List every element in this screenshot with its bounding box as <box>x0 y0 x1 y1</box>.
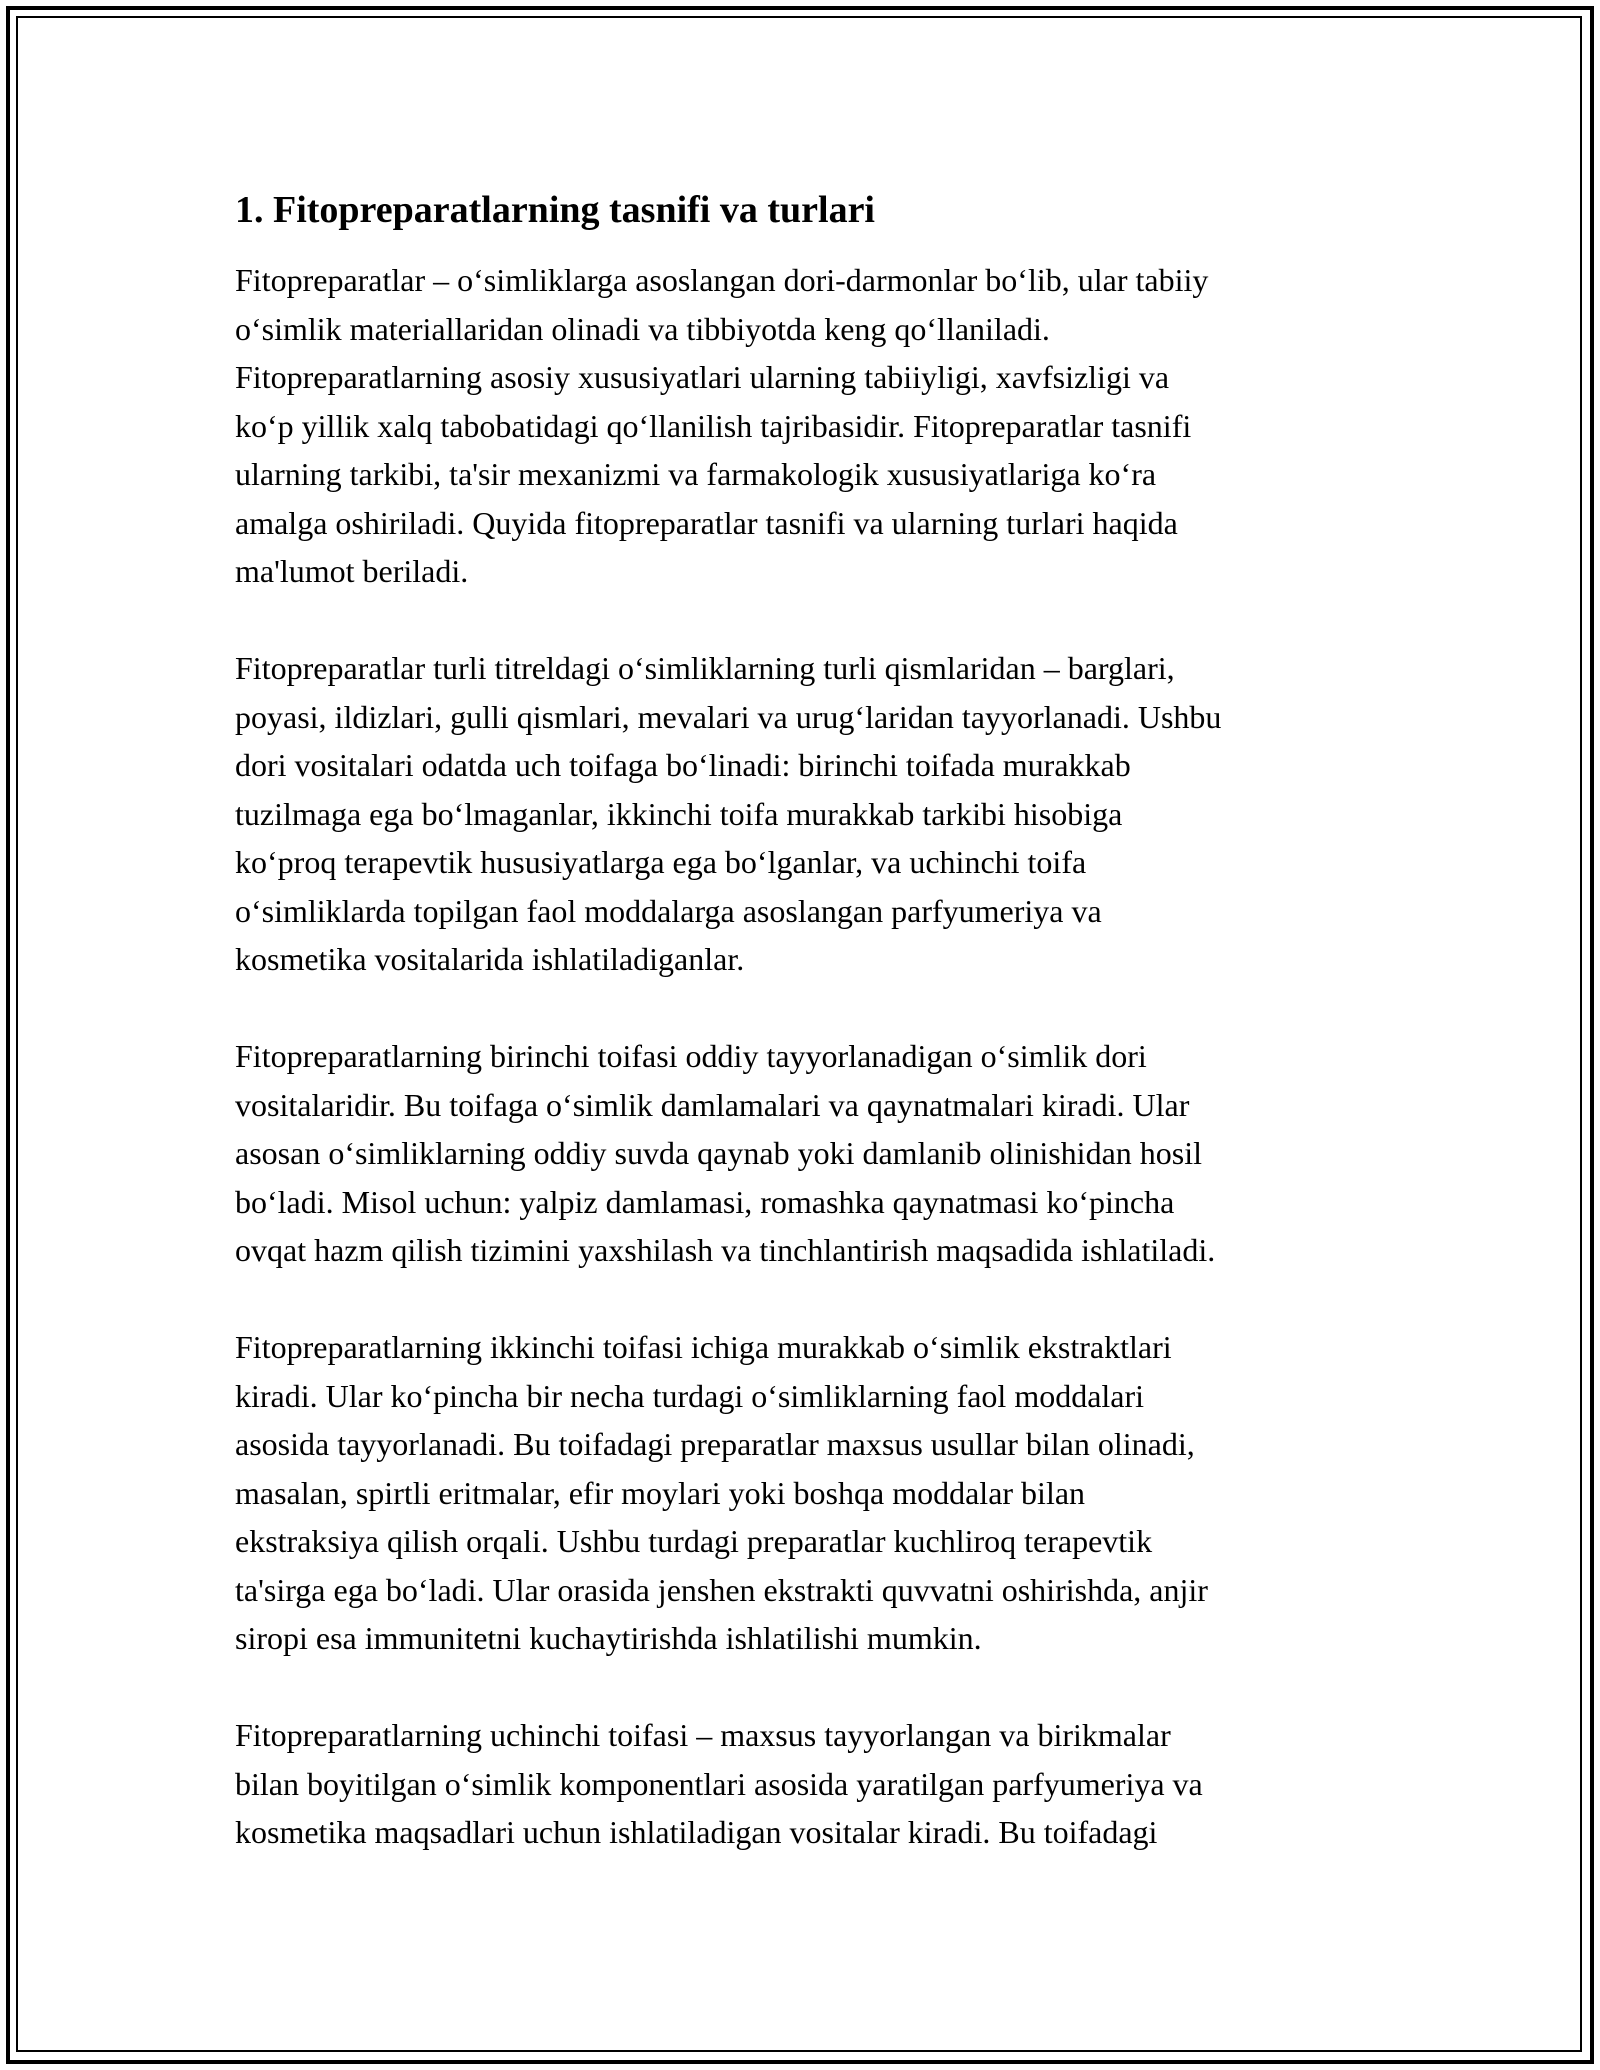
text-line: Fitopreparatlar turli titreldagi o‘simliklarning turli qismlaridan – barglari, <box>235 650 1175 686</box>
text-line: ta'sirga ega bo‘ladi. Ular orasida jenshen ekstrakti quvvatni oshirishda, anjir <box>235 1571 1208 1608</box>
text-line: poyasi, ildizlari, gulli qismlari, mevalari va urug‘laridan tayyorlanadi. Ushbu <box>235 698 1222 735</box>
text-line: ekstraksiya qilish orqali. Ushbu turdagi preparatlar kuchliroq terapevtik <box>235 1523 1153 1559</box>
paragraph-sources <box>235 644 1375 984</box>
section-heading: 1. Fitopreparatlarning tasnifi va turlari <box>235 189 875 231</box>
text-line: siropi esa immunitetni kuchaytirishda ishlatilishi mumkin. <box>235 1620 982 1656</box>
text-line: bo‘ladi. Misol uchun: yalpiz damlamasi, romashka qaynatmasi ko‘pincha <box>235 1183 1175 1220</box>
text-line: kosmetika vositalarida ishlatiladiganlar. <box>235 941 745 977</box>
text-line: Fitopreparatlar – o‘simliklarga asoslangan dori-darmonlar bo‘lib, ular tabiiy <box>235 262 1209 298</box>
text-line: Fitopreparatlarning uchinchi toifasi – maxsus tayyorlangan va birikmalar <box>235 1717 1171 1753</box>
text-line: dori vositalari odatda uch toifaga bo‘linadi: birinchi toifada murakkab <box>235 747 1131 783</box>
text-line: Fitopreparatlarning ikkinchi toifasi ichiga murakkab o‘simlik ekstraktlari <box>235 1329 1172 1365</box>
text-line: bilan boyitilgan o‘simlik komponentlari asosida yaratilgan parfyumeriya va <box>235 1765 1203 1802</box>
text-line: masalan, spirtli eritmalar, efir moylari yoki boshqa moddalar bilan <box>235 1474 1086 1511</box>
text-line: kiradi. Ular ko‘pincha bir necha turdagi o‘simliklarning faol moddalari <box>235 1377 1145 1414</box>
text-line: Fitopreparatlarning birinchi toifasi oddiy tayyorlanadigan o‘simlik dori <box>235 1038 1147 1074</box>
text-line: ko‘proq terapevtik hususiyatlarga ega bo‘lganlar, va uchinchi toifa <box>235 844 1087 880</box>
paragraph-intro <box>235 256 1375 596</box>
text-line: amalga oshiriladi. Quyida fitopreparatlar tasnifi va ularning turlari haqida <box>235 504 1178 541</box>
paragraph-second-category <box>235 1323 1375 1663</box>
text-line: asosida tayyorlanadi. Bu toifadagi preparatlar maxsus usullar bilan olinadi, <box>235 1426 1195 1462</box>
text-line: tuzilmaga ega bo‘lmaganlar, ikkinchi toifa murakkab tarkibi hisobiga <box>235 795 1123 832</box>
text-line: kosmetika maqsadlari uchun ishlatiladigan vositalar kiradi. Bu toifadagi <box>235 1814 1158 1850</box>
text-line: o‘simlik materiallaridan olinadi va tibbiyotda keng qo‘llaniladi. <box>235 310 1050 347</box>
document-body <box>235 186 1375 1905</box>
paragraph-third-category <box>235 1711 1375 1857</box>
text-line: asosan o‘simliklarning oddiy suvda qaynab yoki damlanib olinishidan hosil <box>235 1135 1202 1171</box>
text-line: ma'lumot beriladi. <box>235 553 469 589</box>
text-line: ko‘p yillik xalq tabobatidagi qo‘llanilish tajribasidir. Fitopreparatlar tasnifi <box>235 407 1192 444</box>
text-line: vositalaridir. Bu toifaga o‘simlik damlamalari va qaynatmalari kiradi. Ular <box>235 1086 1190 1123</box>
text-line: ovqat hazm qilish tizimini yaxshilash va tinchlantirish maqsadida ishlatiladi. <box>235 1232 1216 1268</box>
text-line: Fitopreparatlarning asosiy xususiyatlari ularning tabiiyligi, xavfsizligi va <box>235 359 1170 395</box>
text-line: o‘simliklarda topilgan faol moddalarga asoslangan parfyumeriya va <box>235 892 1102 929</box>
paragraph-first-category <box>235 1032 1375 1275</box>
text-line: ularning tarkibi, ta'sir mexanizmi va farmakologik xususiyatlariga ko‘ra <box>235 456 1157 492</box>
